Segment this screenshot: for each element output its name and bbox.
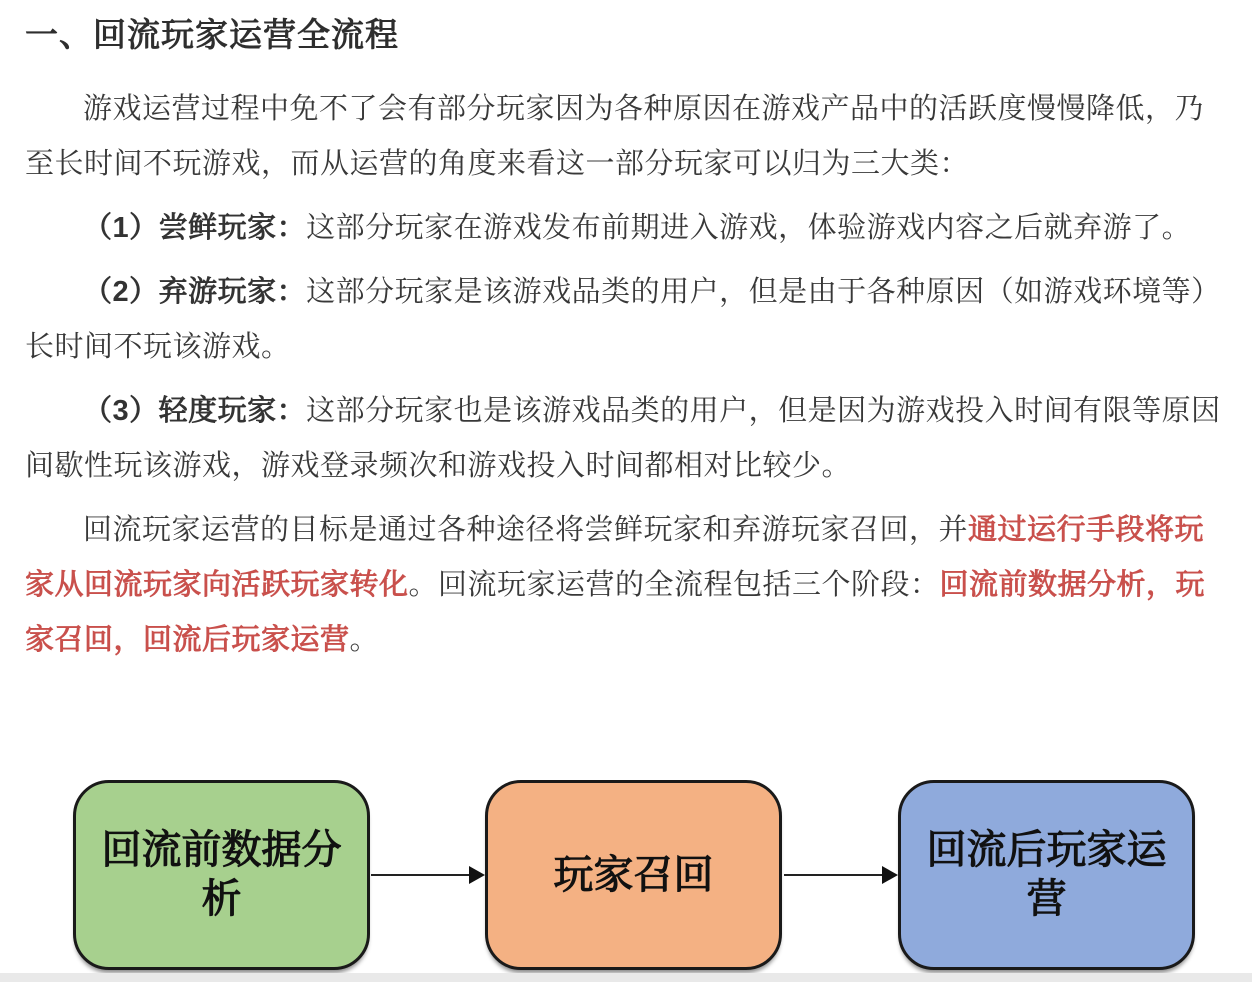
paragraph-player-type-1: [25, 201, 1227, 256]
player-type-3-text: 这部分玩家也是该游戏品类的用户，但是因为游戏投入时间有限等原因间歇性玩该游戏，游戏登录频次和游戏投入时间都相对比较少。: [25, 395, 1221, 482]
flow-node-player-recall: [485, 780, 782, 970]
flow-arrow-right-icon: [371, 874, 469, 876]
player-type-1-text: 这部分玩家在游戏发布前期进入游戏，体验游戏内容之后就弃游了。: [306, 212, 1192, 244]
flow-node-post-return-operations: [898, 780, 1195, 970]
flow-arrow-right-icon: [784, 874, 882, 876]
player-type-3-label: （3）轻度玩家：: [83, 395, 307, 427]
player-type-2-label: （2）弃游玩家：: [83, 276, 307, 308]
paragraph-goal: [25, 503, 1227, 668]
goal-text-2: 。回流玩家运营的全流程包括三个阶段：: [408, 569, 940, 601]
flow-node-pre-return-data-analysis: [73, 780, 370, 970]
goal-highlight-1: 通过运行手段将玩家从回流玩家向活跃玩家转化: [25, 514, 1205, 601]
paragraph-player-type-3: [25, 384, 1227, 494]
flow-diagram: [0, 780, 1252, 974]
goal-text-1: 回流玩家运营的目标是通过各种途径将尝鲜玩家和弃游玩家召回，并: [83, 514, 969, 546]
paragraph-player-type-2: [25, 265, 1227, 375]
goal-highlight-2: 回流前数据分析，玩家召回，回流后玩家运营: [25, 569, 1206, 656]
paragraph-intro: 游戏运营过程中免不了会有部分玩家因为各种原因在游戏产品中的活跃度慢慢降低，乃至长时间不玩游戏，而从运营的角度来看这一部分玩家可以归为三大类：: [25, 93, 1205, 180]
flow-node-label: 回流后玩家运营: [926, 828, 1167, 921]
page-title: 一、回流玩家运营全流程: [25, 16, 399, 53]
flow-node-label: 玩家召回: [553, 852, 714, 897]
goal-text-3: 。: [349, 624, 380, 656]
page-bottom-strip: [0, 973, 1252, 982]
player-type-1-label: （1）尝鲜玩家：: [83, 212, 307, 244]
flow-node-label: 回流前数据分析: [101, 828, 342, 921]
player-type-2-text: 这部分玩家是该游戏品类的用户，但是由于各种原因（如游戏环境等）长时间不玩该游戏。: [25, 276, 1221, 363]
